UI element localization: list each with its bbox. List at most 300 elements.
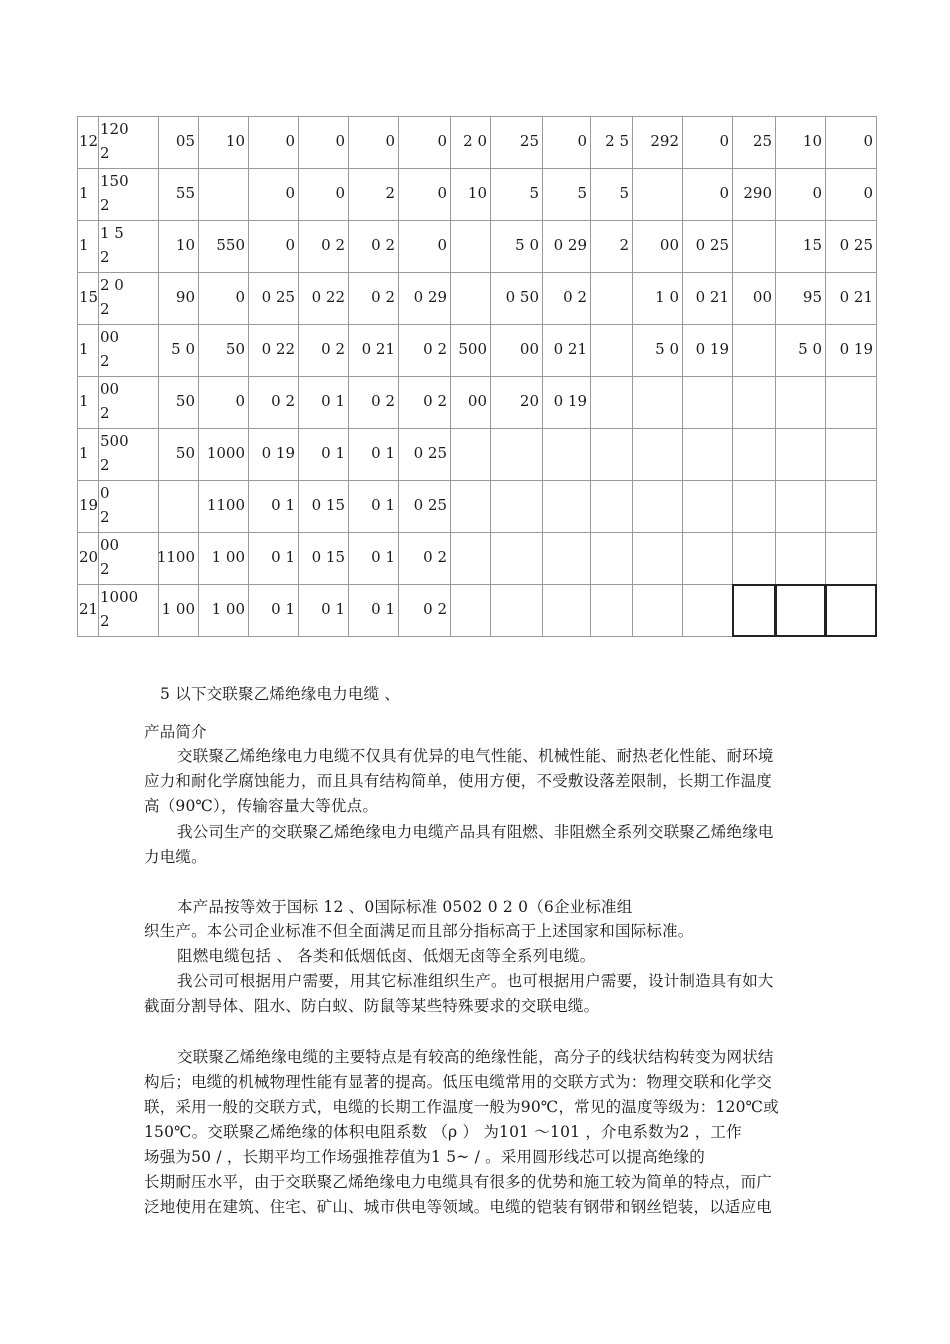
size-cell xyxy=(98,376,159,429)
table-cell xyxy=(732,428,776,481)
table-cell xyxy=(590,324,633,377)
cell-value: 0 1 xyxy=(371,548,395,566)
table-cell xyxy=(450,220,491,273)
cell-value: 95 xyxy=(802,288,822,306)
table-cell xyxy=(450,532,491,585)
table-cell xyxy=(348,272,399,325)
table-cell xyxy=(732,480,776,533)
cell-value: 0 25 xyxy=(413,444,447,462)
table-cell xyxy=(198,428,249,481)
row-id-cell xyxy=(77,428,99,481)
row-id: 1 xyxy=(79,392,89,410)
table-cell xyxy=(158,168,199,221)
table-cell xyxy=(825,376,877,429)
table-cell xyxy=(158,272,199,325)
cell-value: 0 xyxy=(863,184,873,202)
table-cell xyxy=(542,376,591,429)
table-cell xyxy=(248,532,299,585)
paragraph-line: 150℃。交联聚乙烯绝缘的体积电阻系数 （ρ ） 为101 ～101 ，介电系数为2 ，工作 xyxy=(144,1123,742,1141)
table-cell xyxy=(298,220,349,273)
table-cell xyxy=(158,428,199,481)
table-cell xyxy=(398,584,451,637)
table-cell xyxy=(398,272,451,325)
cell-value: 0 19 xyxy=(261,444,295,462)
cell-value: 55 xyxy=(175,184,195,202)
cell-value: 15 xyxy=(802,236,822,254)
size-upper: 00 xyxy=(100,380,120,398)
table-cell xyxy=(298,324,349,377)
table-cell xyxy=(542,220,591,273)
cell-value: 0 xyxy=(285,236,295,254)
cell-value: 0 1 xyxy=(321,392,345,410)
cell-value: 10 xyxy=(467,184,487,202)
table-cell xyxy=(248,324,299,377)
size-upper: 120 xyxy=(100,120,129,138)
cell-value: 00 xyxy=(659,236,679,254)
table-cell xyxy=(198,168,249,221)
cell-value: 0 25 xyxy=(695,236,729,254)
table-cell xyxy=(682,324,733,377)
table-cell xyxy=(590,220,633,273)
cell-value: 0 xyxy=(719,132,729,150)
table-cell xyxy=(682,272,733,325)
paragraph-line: 构后；电缆的机械物理性能有显著的提高。低压电缆常用的交联方式为：物理交联和化学交 xyxy=(144,1073,773,1091)
table-cell xyxy=(348,584,399,637)
size-cell xyxy=(98,272,159,325)
cell-value: 1100 xyxy=(206,496,245,514)
table-cell xyxy=(632,532,683,585)
cell-value: 0 19 xyxy=(695,340,729,358)
table-cell xyxy=(490,532,543,585)
table-cell xyxy=(490,272,543,325)
table-cell xyxy=(825,532,877,585)
cell-value: 1 00 xyxy=(161,600,195,618)
cell-value: 0 2 xyxy=(423,340,447,358)
cell-value: 50 xyxy=(225,340,245,358)
cell-value: 0 50 xyxy=(505,288,539,306)
cell-value: 50 xyxy=(175,392,195,410)
table-cell xyxy=(450,272,491,325)
cell-value: 0 21 xyxy=(839,288,873,306)
table-cell xyxy=(732,168,776,221)
table-cell xyxy=(490,116,543,169)
table-cell xyxy=(732,220,776,273)
paragraph-line: 织生产。本公司企业标准不但全面满足而且部分指标高于上述国家和国际标准。 xyxy=(144,922,694,940)
row-id-cell xyxy=(77,324,99,377)
table-cell xyxy=(490,324,543,377)
paragraph-line: 联，采用一般的交联方式，电缆的长期工作温度一般为90℃，常见的温度等级为：120℃或 xyxy=(144,1098,779,1116)
size-cell xyxy=(98,168,159,221)
cell-value: 0 2 xyxy=(321,340,345,358)
cell-value: 0 xyxy=(437,184,447,202)
table-cell xyxy=(632,220,683,273)
table-cell xyxy=(542,480,591,533)
table-cell xyxy=(248,428,299,481)
cell-value: 500 xyxy=(458,340,487,358)
table-cell xyxy=(682,220,733,273)
paragraph-line: 截面分割导体、阻水、防白蚁、防鼠等某些特殊要求的交联电缆。 xyxy=(144,997,600,1015)
table-cell xyxy=(248,584,299,637)
table-cell xyxy=(398,480,451,533)
size-upper: 0 xyxy=(100,484,110,502)
table-cell xyxy=(732,376,776,429)
cell-value: 5 0 xyxy=(798,340,822,358)
size-lower: 2 xyxy=(100,300,110,318)
table-cell xyxy=(198,532,249,585)
table-cell xyxy=(775,428,826,481)
cell-value: 0 22 xyxy=(261,340,295,358)
table-cell xyxy=(775,272,826,325)
table-cell xyxy=(542,532,591,585)
size-upper: 500 xyxy=(100,432,129,450)
table-cell xyxy=(298,116,349,169)
cell-value: 0 xyxy=(285,184,295,202)
table-cell xyxy=(825,480,877,533)
table-cell xyxy=(632,116,683,169)
table-cell xyxy=(682,116,733,169)
table-cell xyxy=(775,584,826,637)
table-cell xyxy=(590,272,633,325)
row-id: 1 xyxy=(79,340,89,358)
cell-value: 1 0 xyxy=(655,288,679,306)
table-cell xyxy=(198,272,249,325)
paragraph-line: 场强为50 / ，长期平均工作场强推荐值为1 5~ / 。采用圆形线芯可以提高绝缘的 xyxy=(144,1148,705,1166)
table-cell xyxy=(490,376,543,429)
table-cell xyxy=(398,324,451,377)
table-cell xyxy=(775,480,826,533)
table-cell xyxy=(775,532,826,585)
table-cell xyxy=(248,376,299,429)
cell-value: 0 2 xyxy=(321,236,345,254)
row-id-cell xyxy=(77,168,99,221)
table-cell xyxy=(298,584,349,637)
cell-value: 0 xyxy=(577,132,587,150)
table-cell xyxy=(490,584,543,637)
table-cell xyxy=(590,584,633,637)
table-cell xyxy=(298,168,349,221)
row-id: 20 xyxy=(79,548,99,566)
table-cell xyxy=(158,532,199,585)
cell-value: 0 2 xyxy=(371,392,395,410)
table-cell xyxy=(682,480,733,533)
cell-value: 5 xyxy=(619,184,629,202)
table-cell xyxy=(248,272,299,325)
cell-value: 0 25 xyxy=(261,288,295,306)
row-id-cell xyxy=(77,116,99,169)
table-cell xyxy=(198,324,249,377)
cell-value: 0 1 xyxy=(321,444,345,462)
row-id: 21 xyxy=(79,600,99,618)
cell-value: 0 19 xyxy=(839,340,873,358)
table-cell xyxy=(348,116,399,169)
table-cell xyxy=(490,480,543,533)
table-cell xyxy=(450,324,491,377)
size-cell xyxy=(98,324,159,377)
size-lower: 2 xyxy=(100,144,110,162)
cell-value: 0 2 xyxy=(371,236,395,254)
table-cell xyxy=(450,480,491,533)
paragraph-line: 本产品按等效于国标 12 、0国际标准 0502 0 2 0（6企业标准组 xyxy=(177,898,633,916)
table-cell xyxy=(825,584,877,637)
cell-value: 0 22 xyxy=(311,288,345,306)
table-cell xyxy=(450,116,491,169)
table-cell xyxy=(825,220,877,273)
table-cell xyxy=(490,220,543,273)
cell-value: 0 xyxy=(719,184,729,202)
cell-value: 0 xyxy=(385,132,395,150)
paragraph-line: 交联聚乙烯绝缘电力电缆不仅具有优异的电气性能、机械性能、耐热老化性能、耐环境 xyxy=(177,747,774,765)
section-heading: 5 以下交联聚乙烯绝缘电力电缆 、 xyxy=(160,685,401,703)
table-cell xyxy=(682,532,733,585)
table-cell xyxy=(348,168,399,221)
cell-value: 2 0 xyxy=(463,132,487,150)
size-lower: 2 xyxy=(100,352,110,370)
table-cell xyxy=(348,220,399,273)
cell-value: 0 xyxy=(812,184,822,202)
row-id: 19 xyxy=(79,496,99,514)
table-cell xyxy=(158,584,199,637)
table-cell xyxy=(632,480,683,533)
size-cell xyxy=(98,480,159,533)
table-cell xyxy=(682,376,733,429)
cell-value: 0 xyxy=(285,132,295,150)
table-cell xyxy=(198,376,249,429)
cell-value: 0 2 xyxy=(271,392,295,410)
table-cell xyxy=(348,532,399,585)
cell-value: 2 xyxy=(619,236,629,254)
size-upper: 00 xyxy=(100,328,120,346)
table-cell xyxy=(775,116,826,169)
cell-value: 0 15 xyxy=(311,496,345,514)
table-cell xyxy=(775,220,826,273)
table-cell xyxy=(632,324,683,377)
row-id-cell xyxy=(77,532,99,585)
cell-value: 0 1 xyxy=(321,600,345,618)
table-cell xyxy=(158,324,199,377)
row-id: 1 xyxy=(79,236,89,254)
cell-value: 25 xyxy=(752,132,772,150)
table-cell xyxy=(825,168,877,221)
cell-value: 0 15 xyxy=(311,548,345,566)
table-cell xyxy=(825,272,877,325)
cell-value: 50 xyxy=(175,444,195,462)
cell-value: 90 xyxy=(175,288,195,306)
table-cell xyxy=(198,584,249,637)
table-cell xyxy=(348,376,399,429)
size-cell xyxy=(98,584,159,637)
table-cell xyxy=(542,272,591,325)
cell-value: 0 2 xyxy=(563,288,587,306)
row-id: 12 xyxy=(79,132,99,150)
paragraph-line: 我公司可根据用户需要，用其它标准组织生产。也可根据用户需要，设计制造具有如大 xyxy=(177,972,774,990)
table-cell xyxy=(732,584,776,637)
table-cell xyxy=(248,220,299,273)
table-cell xyxy=(398,220,451,273)
table-cell xyxy=(542,168,591,221)
cell-value: 0 1 xyxy=(271,496,295,514)
cell-value: 00 xyxy=(467,392,487,410)
table-cell xyxy=(450,428,491,481)
cell-value: 0 25 xyxy=(413,496,447,514)
table-cell xyxy=(590,116,633,169)
cell-value: 0 xyxy=(235,392,245,410)
cell-value: 1 00 xyxy=(211,548,245,566)
cell-value: 0 xyxy=(437,132,447,150)
table-cell xyxy=(158,220,199,273)
table-cell xyxy=(542,428,591,481)
cell-value: 0 21 xyxy=(695,288,729,306)
table-cell xyxy=(248,480,299,533)
size-upper: 1 5 xyxy=(100,224,124,242)
table-cell xyxy=(248,168,299,221)
size-cell xyxy=(98,428,159,481)
cell-value: 10 xyxy=(802,132,822,150)
size-upper: 150 xyxy=(100,172,129,190)
table-cell xyxy=(590,376,633,429)
cell-value: 0 1 xyxy=(371,600,395,618)
table-cell xyxy=(158,116,199,169)
cell-value: 1000 xyxy=(206,444,245,462)
paragraph-line: 阻燃电缆包括 、 各类和低烟低卤、低烟无卤等全系列电缆。 xyxy=(177,947,596,965)
size-lower: 2 xyxy=(100,508,110,526)
cell-value: 10 xyxy=(175,236,195,254)
cell-value: 0 xyxy=(235,288,245,306)
table-cell xyxy=(682,428,733,481)
cell-value: 5 0 xyxy=(171,340,195,358)
cell-value: 0 1 xyxy=(271,600,295,618)
table-cell xyxy=(542,116,591,169)
table-cell xyxy=(158,480,199,533)
cell-value: 0 2 xyxy=(423,392,447,410)
table-cell xyxy=(198,220,249,273)
table-cell xyxy=(542,584,591,637)
size-lower: 2 xyxy=(100,404,110,422)
paragraph-line: 应力和耐化学腐蚀能力，而且具有结构简单，使用方便，不受敷设落差限制，长期工作温度 xyxy=(144,772,773,790)
table-cell xyxy=(398,376,451,429)
table-cell xyxy=(775,376,826,429)
table-cell xyxy=(450,584,491,637)
table-cell xyxy=(398,532,451,585)
cell-value: 1100 xyxy=(156,548,195,566)
section-title: 产品简介 xyxy=(144,723,207,741)
cell-value: 5 0 xyxy=(655,340,679,358)
cell-value: 0 xyxy=(335,132,345,150)
table-cell xyxy=(682,584,733,637)
cell-value: 2 5 xyxy=(605,132,629,150)
paragraph-line: 我公司生产的交联聚乙烯绝缘电力电缆产品具有阻燃、非阻燃全系列交联聚乙烯绝缘电 xyxy=(177,823,774,841)
table-cell xyxy=(590,480,633,533)
cell-value: 5 xyxy=(529,184,539,202)
row-id: 1 xyxy=(79,444,89,462)
row-id: 1 xyxy=(79,184,89,202)
table-cell xyxy=(632,584,683,637)
cell-value: 0 29 xyxy=(413,288,447,306)
cell-value: 1 00 xyxy=(211,600,245,618)
table-cell xyxy=(590,532,633,585)
cell-value: 0 xyxy=(437,236,447,254)
table-cell xyxy=(682,168,733,221)
table-cell xyxy=(298,376,349,429)
cell-value: 550 xyxy=(216,236,245,254)
size-upper: 2 0 xyxy=(100,276,124,294)
cell-value: 0 29 xyxy=(553,236,587,254)
row-id-cell xyxy=(77,584,99,637)
table-cell xyxy=(398,428,451,481)
cell-value: 290 xyxy=(743,184,772,202)
table-cell xyxy=(632,376,683,429)
table-cell xyxy=(348,428,399,481)
table-cell xyxy=(632,272,683,325)
cell-value: 0 1 xyxy=(371,444,395,462)
cell-value: 00 xyxy=(752,288,772,306)
cell-value: 5 0 xyxy=(515,236,539,254)
cell-value: 5 xyxy=(577,184,587,202)
size-upper: 1000 xyxy=(100,588,139,606)
cell-value: 10 xyxy=(225,132,245,150)
size-cell xyxy=(98,220,159,273)
table-cell xyxy=(632,428,683,481)
paragraph-line: 泛地使用在建筑、住宅、矿山、城市供电等领域。电缆的铠装有钢带和钢丝铠装，以适应电 xyxy=(144,1198,773,1216)
table-cell xyxy=(542,324,591,377)
cell-value: 2 xyxy=(385,184,395,202)
size-lower: 2 xyxy=(100,196,110,214)
table-cell xyxy=(732,532,776,585)
size-cell xyxy=(98,532,159,585)
row-id-cell xyxy=(77,220,99,273)
table-cell xyxy=(775,168,826,221)
cell-value: 0 1 xyxy=(271,548,295,566)
cell-value: 0 1 xyxy=(371,496,395,514)
table-cell xyxy=(732,272,776,325)
table-cell xyxy=(732,324,776,377)
cell-value: 00 xyxy=(519,340,539,358)
table-cell xyxy=(298,272,349,325)
size-lower: 2 xyxy=(100,560,110,578)
table-cell xyxy=(490,428,543,481)
cell-value: 0 xyxy=(335,184,345,202)
paragraph-line: 力电缆。 xyxy=(144,848,207,866)
paragraph-line: 高（90℃），传输容量大等优点。 xyxy=(144,797,379,815)
cell-value: 0 2 xyxy=(423,600,447,618)
table-cell xyxy=(825,324,877,377)
table-cell xyxy=(825,116,877,169)
cell-value: 0 2 xyxy=(371,288,395,306)
size-lower: 2 xyxy=(100,456,110,474)
table-cell xyxy=(450,376,491,429)
table-cell xyxy=(732,116,776,169)
table-cell xyxy=(348,480,399,533)
row-id: 15 xyxy=(79,288,99,306)
table-cell xyxy=(490,168,543,221)
cell-value: 05 xyxy=(175,132,195,150)
cell-value: 25 xyxy=(519,132,539,150)
size-lower: 2 xyxy=(100,248,110,266)
table-cell xyxy=(398,168,451,221)
cell-value: 0 25 xyxy=(839,236,873,254)
table-cell xyxy=(198,116,249,169)
paragraph-line: 交联聚乙烯绝缘电缆的主要特点是有较高的绝缘性能，高分子的线状结构转变为网状结 xyxy=(177,1048,774,1066)
size-cell xyxy=(98,116,159,169)
row-id-cell xyxy=(77,376,99,429)
table-cell xyxy=(248,116,299,169)
cell-value: 0 2 xyxy=(423,548,447,566)
table-cell xyxy=(198,480,249,533)
paragraph-line: 长期耐压水平，由于交联聚乙烯绝缘电力电缆具有很多的优势和施工较为简单的特点，而广 xyxy=(144,1173,773,1191)
table-cell xyxy=(590,428,633,481)
table-cell xyxy=(158,376,199,429)
table-cell xyxy=(825,428,877,481)
cell-value: 0 xyxy=(863,132,873,150)
